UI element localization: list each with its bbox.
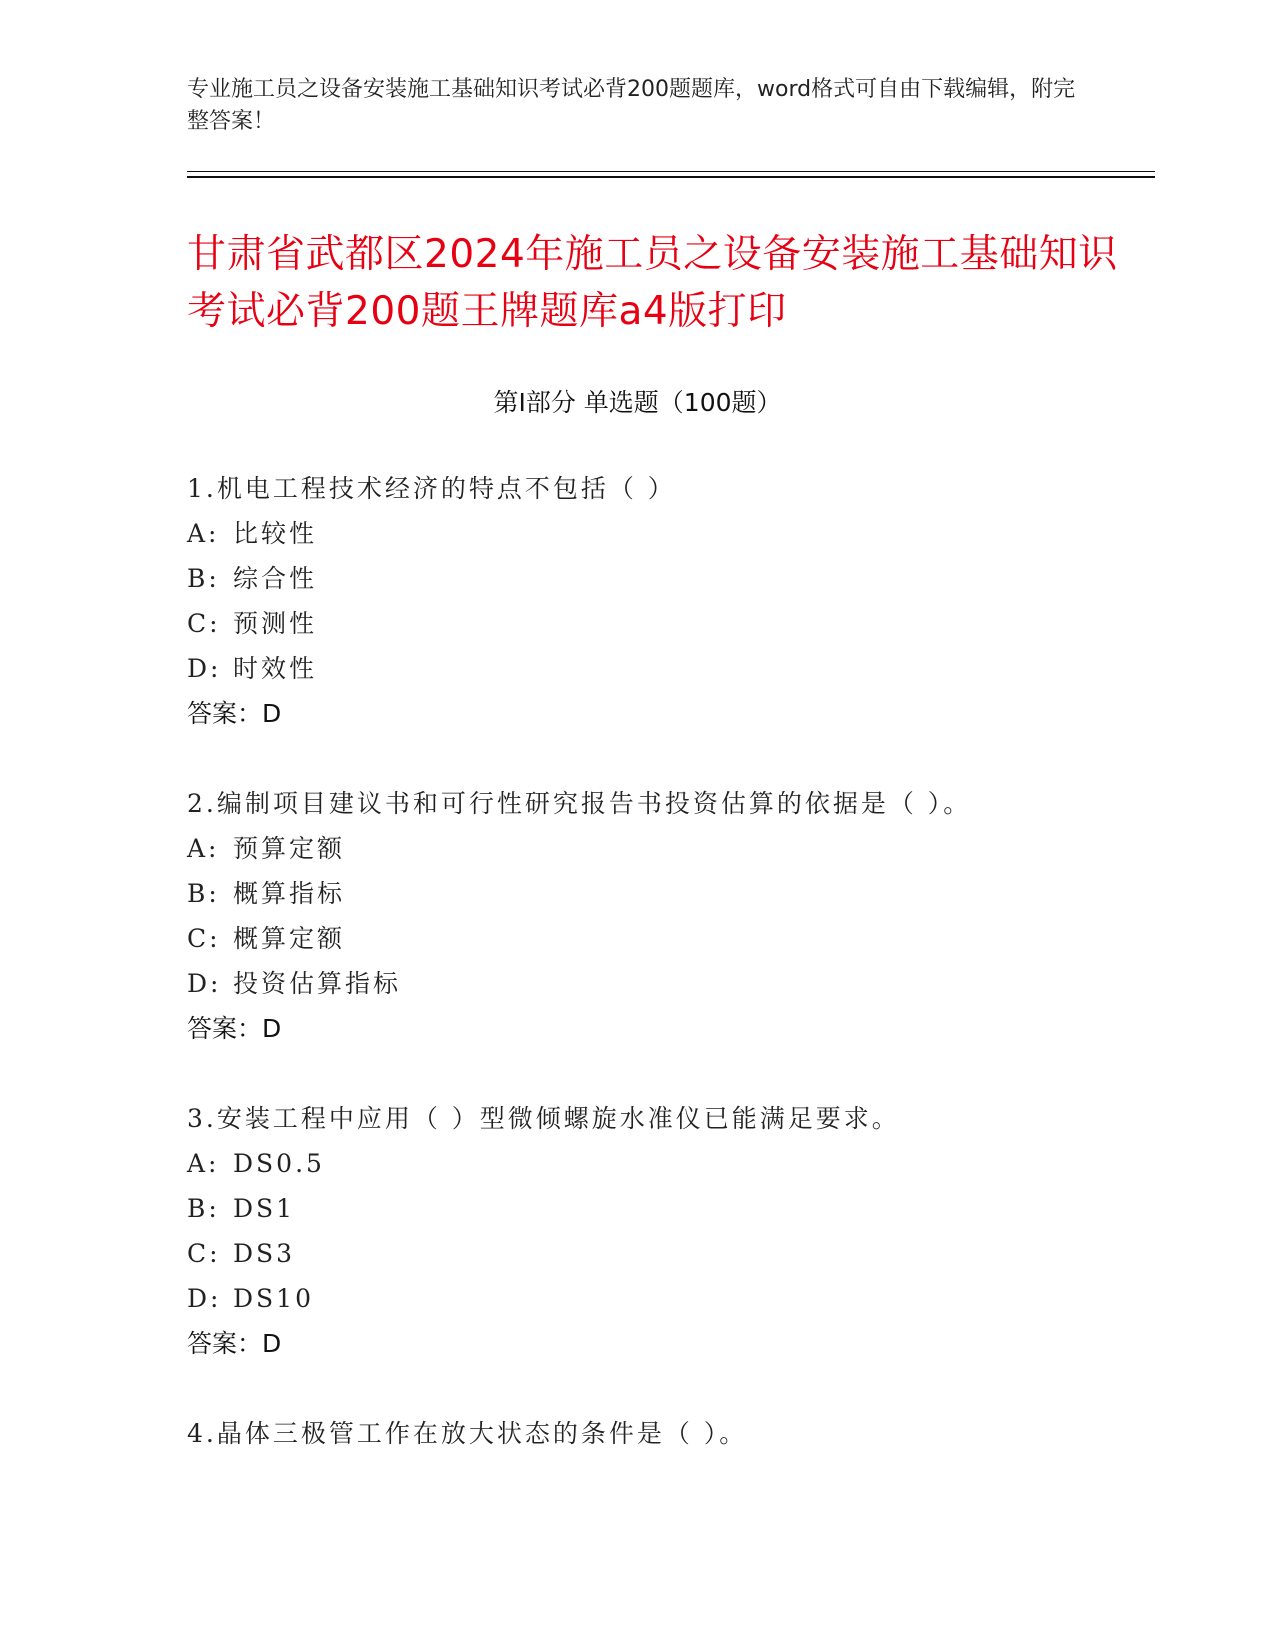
answer-line: 答案：D — [187, 1329, 282, 1358]
option-label: A: — [187, 834, 220, 863]
option-label: B: — [187, 1194, 220, 1223]
option-b — [187, 871, 1147, 916]
option-label: D: — [187, 969, 222, 998]
option-text: 比较性 — [233, 519, 318, 548]
option-c — [187, 601, 1147, 646]
option-label: C: — [187, 1239, 221, 1268]
option-text: 概算指标 — [233, 879, 346, 908]
header-note: 专业施工员之设备安装施工基础知识考试必背200题题库，word格式可自由下载编辑，附完整答案！ — [187, 77, 1076, 134]
option-label: C: — [187, 924, 221, 953]
question-stem: 3.安装工程中应用（ ）型微倾螺旋水准仪已能满足要求。 — [187, 1104, 900, 1133]
option-a — [187, 511, 1147, 556]
question-2 — [187, 781, 1147, 1051]
question-1 — [187, 466, 1147, 736]
option-label: D: — [187, 654, 222, 683]
answer-line: 答案：D — [187, 1014, 282, 1043]
option-label: B: — [187, 564, 220, 593]
option-d — [187, 1276, 1147, 1321]
document-title: 甘肃省武都区2024年施工员之设备安装施工基础知识考试必背200题王牌题库a4版打印 — [187, 232, 1118, 334]
option-text: 综合性 — [233, 564, 318, 593]
option-text: 投资估算指标 — [233, 969, 402, 998]
option-b — [187, 1186, 1147, 1231]
question-stem: 1.机电工程技术经济的特点不包括（ ） — [187, 474, 676, 503]
option-label: B: — [187, 879, 220, 908]
option-label: C: — [187, 609, 221, 638]
option-c — [187, 916, 1147, 961]
option-label: A: — [187, 1149, 220, 1178]
option-text: 预算定额 — [233, 834, 346, 863]
header-divider-thick — [187, 176, 1155, 178]
question-stem: 2.编制项目建议书和可行性研究报告书投资估算的依据是（ ）。 — [187, 789, 972, 818]
question-3 — [187, 1096, 1147, 1366]
option-d — [187, 961, 1147, 1006]
option-b — [187, 556, 1147, 601]
option-label: D: — [187, 1284, 222, 1313]
option-c — [187, 1231, 1147, 1276]
option-text: 预测性 — [233, 609, 318, 638]
option-text: DS10 — [233, 1284, 314, 1313]
question-4 — [187, 1411, 1147, 1456]
question-stem: 4.晶体三极管工作在放大状态的条件是（ ）。 — [187, 1419, 748, 1448]
option-text: 时效性 — [233, 654, 318, 683]
option-text: DS0.5 — [233, 1149, 325, 1178]
section-heading: 第I部分 单选题（100题） — [493, 388, 782, 417]
option-text: DS1 — [233, 1194, 296, 1223]
option-text: DS3 — [233, 1239, 296, 1268]
option-d — [187, 646, 1147, 691]
answer-line: 答案：D — [187, 699, 282, 728]
option-a — [187, 1141, 1147, 1186]
option-a — [187, 826, 1147, 871]
option-text: 概算定额 — [233, 924, 346, 953]
header-divider-thin — [187, 171, 1155, 172]
option-label: A: — [187, 519, 220, 548]
